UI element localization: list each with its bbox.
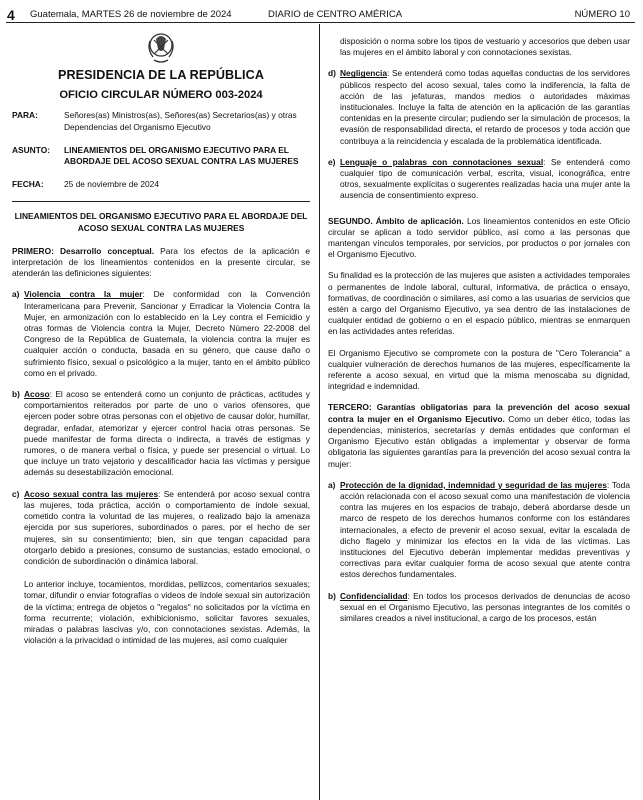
oficio-title: OFICIO CIRCULAR NÚMERO 003-2024	[59, 89, 263, 102]
definition-term: Acoso	[24, 389, 50, 400]
page-number: 4	[7, 7, 15, 23]
definition-text: : Se entenderá como cualquier tipo de comunicación verbal, escrita, visual, iconográfica, entre otros, sexualmente explícitas o sugerentes realizadas hacia una mujer ante la ausencia de consentimiento expreso.	[340, 156, 630, 201]
organization-title: PRESIDENCIA DE LA REPÚBLICA	[57, 68, 265, 82]
definition-b	[12, 389, 310, 479]
tercero-text: Como un deber ético, todas las dependencias, ministerios, secretarías y demás entidades que conforman el Organismo Ejecutivo están obligadas a implementar y observar de forma obligatoria las siguientes garantías para la prevención del acoso sexual contra la mujer:	[328, 413, 630, 469]
page-header	[0, 0, 643, 24]
guatemala-coat-of-arms-icon	[145, 27, 177, 67]
asunto-label: ASUNTO:	[12, 144, 50, 155]
section-divider	[12, 201, 310, 202]
issue-number: NÚMERO 10	[574, 9, 630, 20]
para-label: PARA:	[12, 110, 38, 121]
guarantee-b	[328, 591, 630, 625]
column-divider	[319, 24, 320, 800]
definition-c-continued: Lo anterior incluye, tocamientos, mordidas, pellizcos, comentarios sexuales; tomar, difundir o enviar fotografías o videos de índole sexual sin autorización de la víctima; entrega de objetos o "regalos" no solicitados por la víctima en forma recurrente; violación, exhibicionismo, solicitar favores sexuales, miradas o palabras lascivas y/o, con connotaciones sexistas. Además, la violación a la privacidad o intimidad de las mujeres, así como cualquier	[24, 579, 310, 646]
tercero-heading: TERCERO: Garantías obligatorias para la prevención del acoso sexual contra la mujer en el Organismo Ejecutivo.	[328, 402, 630, 424]
guarantee-term: Confidencialidad	[340, 590, 408, 601]
right-column	[328, 36, 630, 634]
fecha-row	[12, 179, 310, 190]
definition-letter: b)	[12, 389, 20, 400]
continued-paragraph: disposición o norma sobre los tipos de vestuario y accesorios que deben usar las mujeres en el ámbito laboral y con connotaciones sexistas.	[340, 36, 630, 58]
section-title: LINEAMIENTOS DEL ORGANISMO EJECUTIVO PARA EL ABORDAJE DEL ACOSO SEXUAL CONTRA LAS MUJERES	[14, 211, 308, 233]
left-column	[12, 27, 310, 656]
definition-term: Acoso sexual contra las mujeres	[24, 488, 159, 499]
definition-letter: d)	[328, 68, 336, 79]
definition-text: : De conformidad con la Convención Interamericana para Prevenir, Sancionar y Erradicar la Violencia Contra la Mujer, en armonización con lo establecido en la Ley contra el Femicidio y otras formas de Violencia contra la Mujer, Decreto Número 22-2008 del Congreso de la República de Guatemala, la violencia contra la mujer es cualquier acción o conducta, basada en su género, que cause daño o sufrimiento físico, sexual o psicológico a la mujer, tanto en el ámbito público como en el privado.	[24, 289, 310, 378]
definition-term: Lenguaje o palabras con connotaciones sexual	[340, 156, 544, 167]
primero-heading: PRIMERO: Desarrollo conceptual.	[12, 245, 155, 256]
primero-paragraph	[12, 246, 310, 280]
guarantee-text: : En todos los procesos derivados de denuncias de acoso sexual en el Organismo Ejecutivo, las personas integrantes de los comités o similares creados a nivel institucional, a cargo de los procesos, están	[340, 590, 630, 623]
tercero-paragraph	[328, 402, 630, 469]
definition-letter: a)	[12, 289, 20, 300]
definition-c	[12, 489, 310, 567]
para-row	[12, 110, 310, 132]
definition-e	[328, 157, 630, 202]
asunto-row	[12, 145, 310, 167]
segundo-paragraph	[328, 216, 630, 261]
primero-text: Para los efectos de la aplicación e interpretación de los lineamientos contenidos en la presente circular, se atenderán las definiciones siguientes:	[12, 245, 310, 279]
definition-d	[328, 68, 630, 146]
definition-a	[12, 289, 310, 379]
definition-letter: e)	[328, 156, 336, 167]
guarantee-text: : Toda acción relacionada con el acoso sexual como una manifestación de violencia contra las mujeres en los espacios de trabajo, deberá abordarse desde un marco de respeto de los derechos humanos conforme con los estándares internacionales, a efecto de prevenir el acoso sexual, evitar la escalada de dicho flagelo y minimizar los efectos en la vida de las víctimas. Las instituciones del Ejecutivo deberán implementar medidas preventivas y correctivas para evitar cualquier forma de acoso sexual que atente contra estos derechos fundamentales.	[340, 479, 630, 580]
guarantee-letter: a)	[328, 479, 336, 490]
segundo-paragraph-3: El Organismo Ejecutivo se compromete con la postura de "Cero Tolerancia" a cualquier vulneración de derechos humanos de las mujeres, específicamente la referente a acoso sexual, en virtud que la misma menoscaba su dignidad, integridad e indemnidad.	[328, 347, 630, 392]
definition-text: : Se entenderá como todas aquellas conductas de los servidores públicos respecto del acoso sexual, tales como la indiferencia, la falta de acción de las jefaturas, mandos medios o autoridades máximas institucionales. Incluye la falta de atención en la aplicación de las garantías contenidas en la presente circular; pudiendo ser la simulación de procesos, la evasión de responsabilidad directa, el retardo de procesos y toda acción que contribuya a la reincidencia y escalada de la problemática identificada.	[340, 68, 630, 146]
newspaper-name: DIARIO de CENTRO AMÉRICA	[268, 9, 403, 20]
guarantee-a	[328, 480, 630, 581]
segundo-paragraph-2: Su finalidad es la protección de las mujeres que asisten a actividades temporales o permanentes de índole laboral, cultural, informativa, de práctica o ensayo, formativas, de coordinación o similares, así como a las usuarias de servicios que estén a cargo del Organismo Ejecutivo, ya sea dentro de las instalaciones de cualquier entidad de gobierno o en el espacio público, mientras se enmarquen en las actividades antes referidas.	[328, 270, 630, 337]
definition-term: Negligencia	[340, 68, 388, 79]
segundo-text: Los lineamientos contenidos en este Oficio circular se aplican a todo servidor público, así como a las personas que mantengan vínculos temporales, por servicios, por productos o por jornales con el Organismo Ejecutivo.	[328, 215, 630, 260]
segundo-heading: SEGUNDO. Ámbito de aplicación.	[328, 215, 464, 226]
asunto-value: LINEAMIENTOS DEL ORGANISMO EJECUTIVO PARA EL ABORDAJE DEL ACOSO SEXUAL CONTRA LAS MUJERES	[64, 144, 299, 167]
header-rule	[6, 22, 635, 23]
definition-term: Violencia contra la mujer	[24, 289, 143, 300]
definition-letter: c)	[12, 488, 20, 499]
para-value: Señores(as) Ministros(as), Señores(as) Secretarios(as) y otras Dependencias del Organismo Ejecutivo	[64, 110, 297, 132]
guarantee-term: Protección de la dignidad, indemnidad y seguridad de las mujeres	[340, 479, 607, 490]
header-date: Guatemala, MARTES 26 de noviembre de 2024	[30, 9, 232, 20]
definition-text: : Se entenderá por acoso sexual contra las mujeres, toda práctica, acción o comportamiento de índole sexual, cometido contra la voluntad de las mujeres, o realizado bajo la amenaza ejercida por sus superiores, subordinados o pares, por el hecho de ser mujeres, sin su consentimiento; bien, sin que tengan capacidad para otorgarlo debido a presiones, consumo de sustancias, estado emocional, o condición de subordinación o dinámica laboral.	[24, 488, 310, 566]
fecha-value: 25 de noviembre de 2024	[64, 179, 159, 190]
fecha-label: FECHA:	[12, 179, 44, 190]
guarantee-letter: b)	[328, 590, 336, 601]
definition-text: : El acoso se entenderá como un conjunto de prácticas, actitudes y comportamientos reiterados por parte de uno o varios ofensores, que ejercen poder sobre otras personas con el objetivo de causar dolor, humillar, degradar, enfadar, atemorizar y ejercer control hacia otras personas. Se puede manifestar de forma directa o indirecta, a través de estigmas y rumores, o de manera verbal o física, y puede ser presencial o virtual. Lo que incluye un trato vejatorio y descalificador hacia las víctimas y persigue además su desestabilización emocional.	[24, 389, 310, 478]
